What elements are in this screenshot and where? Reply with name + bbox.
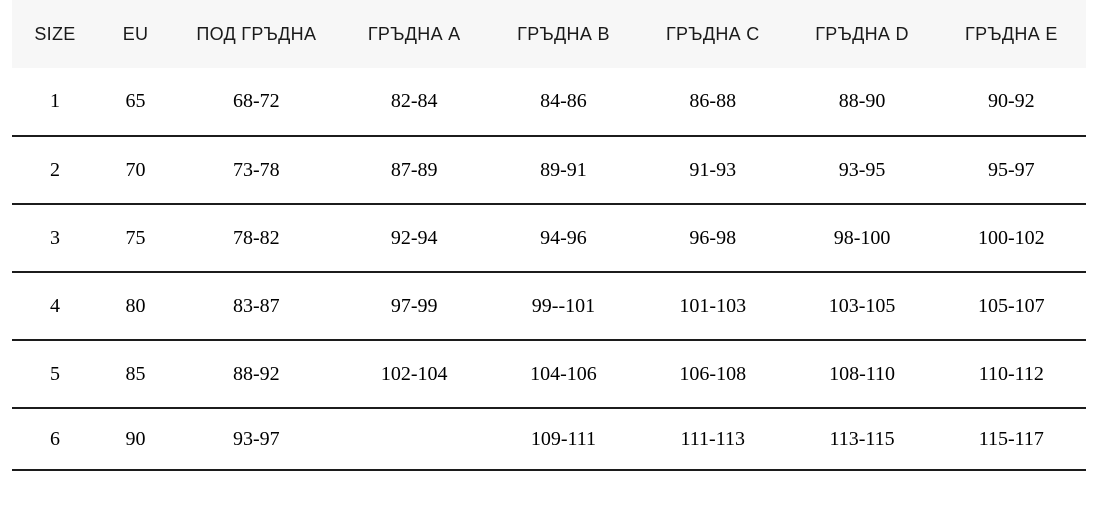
column-header-cup-c: ГРЪДНА C <box>665 23 760 44</box>
table-cell: 99--101 <box>531 294 596 317</box>
column-header-underbust: ПОД ГРЪДНА <box>196 23 317 44</box>
table-cell: 5 <box>49 362 60 385</box>
table-cell: 100-102 <box>978 226 1045 249</box>
table-cell: 92-94 <box>390 226 438 249</box>
table-cell: 98-100 <box>833 226 891 249</box>
table-cell: 6 <box>49 427 60 450</box>
table-cell: 2 <box>49 158 60 181</box>
table-cell: 115-117 <box>978 427 1044 450</box>
column-header-cup-d: ГРЪДНА D <box>815 23 909 44</box>
table-cell: 65 <box>125 90 146 112</box>
table-cell: 73-78 <box>232 158 280 181</box>
table-cell: 102-104 <box>380 362 448 385</box>
table-cell: 96-98 <box>689 226 737 249</box>
table-cell: 68-72 <box>232 90 280 112</box>
table-cell: 78-82 <box>232 226 280 249</box>
table-cell: 89-91 <box>540 158 587 181</box>
table-cell: 90 <box>125 427 146 450</box>
table-cell: 90-92 <box>988 90 1035 112</box>
table-cell: 84-86 <box>540 90 587 112</box>
table-cell: 97-99 <box>390 294 438 317</box>
table-cell: 88-90 <box>838 90 886 112</box>
column-header-eu: EU <box>122 23 149 44</box>
table-row <box>12 272 1086 340</box>
column-header-size: SIZE <box>34 23 76 44</box>
table-header-row <box>12 0 1086 68</box>
table-cell: 113-115 <box>829 427 895 450</box>
table-row <box>12 68 1086 136</box>
column-header-cup-e: ГРЪДНА E <box>965 23 1058 44</box>
table-cell: 93-95 <box>838 158 886 181</box>
table-cell: 106-108 <box>679 362 747 385</box>
table-cell: 93-97 <box>232 427 280 450</box>
table-cell: 101-103 <box>679 294 747 317</box>
table-cell: 82-84 <box>390 90 438 112</box>
table-cell: 83-87 <box>232 294 280 317</box>
table-cell: 87-89 <box>390 158 438 181</box>
table-cell: 91-93 <box>689 158 737 181</box>
table-cell: 86-88 <box>689 90 737 112</box>
table-cell: 3 <box>49 226 60 249</box>
table-row <box>12 340 1086 408</box>
table-cell: 104-106 <box>530 362 597 385</box>
table-cell: 95-97 <box>988 158 1035 181</box>
table-cell: 108-110 <box>829 362 895 385</box>
column-header-cup-b: ГРЪДНА B <box>517 23 610 44</box>
table-cell: 70 <box>125 158 146 181</box>
table-cell: 94-96 <box>540 226 587 249</box>
table-cell: 111-113 <box>680 427 745 450</box>
table-cell: 75 <box>125 226 146 249</box>
table-row <box>12 204 1086 272</box>
table-cell: 80 <box>125 294 146 317</box>
column-header-cup-a: ГРЪДНА A <box>367 23 461 44</box>
size-chart-container <box>12 0 1086 471</box>
table-cell: 85 <box>125 362 146 385</box>
table-row <box>12 408 1086 470</box>
table-cell: 109-111 <box>530 427 597 450</box>
table-cell: 103-105 <box>828 294 896 317</box>
table-cell: 4 <box>49 294 60 317</box>
table-cell: 105-107 <box>978 294 1045 317</box>
table-cell <box>340 408 489 470</box>
table-row <box>12 136 1086 204</box>
table-cell: 110-112 <box>978 362 1044 385</box>
size-chart-table <box>12 0 1086 471</box>
table-cell: 88-92 <box>232 362 280 385</box>
table-cell: 1 <box>49 90 60 112</box>
